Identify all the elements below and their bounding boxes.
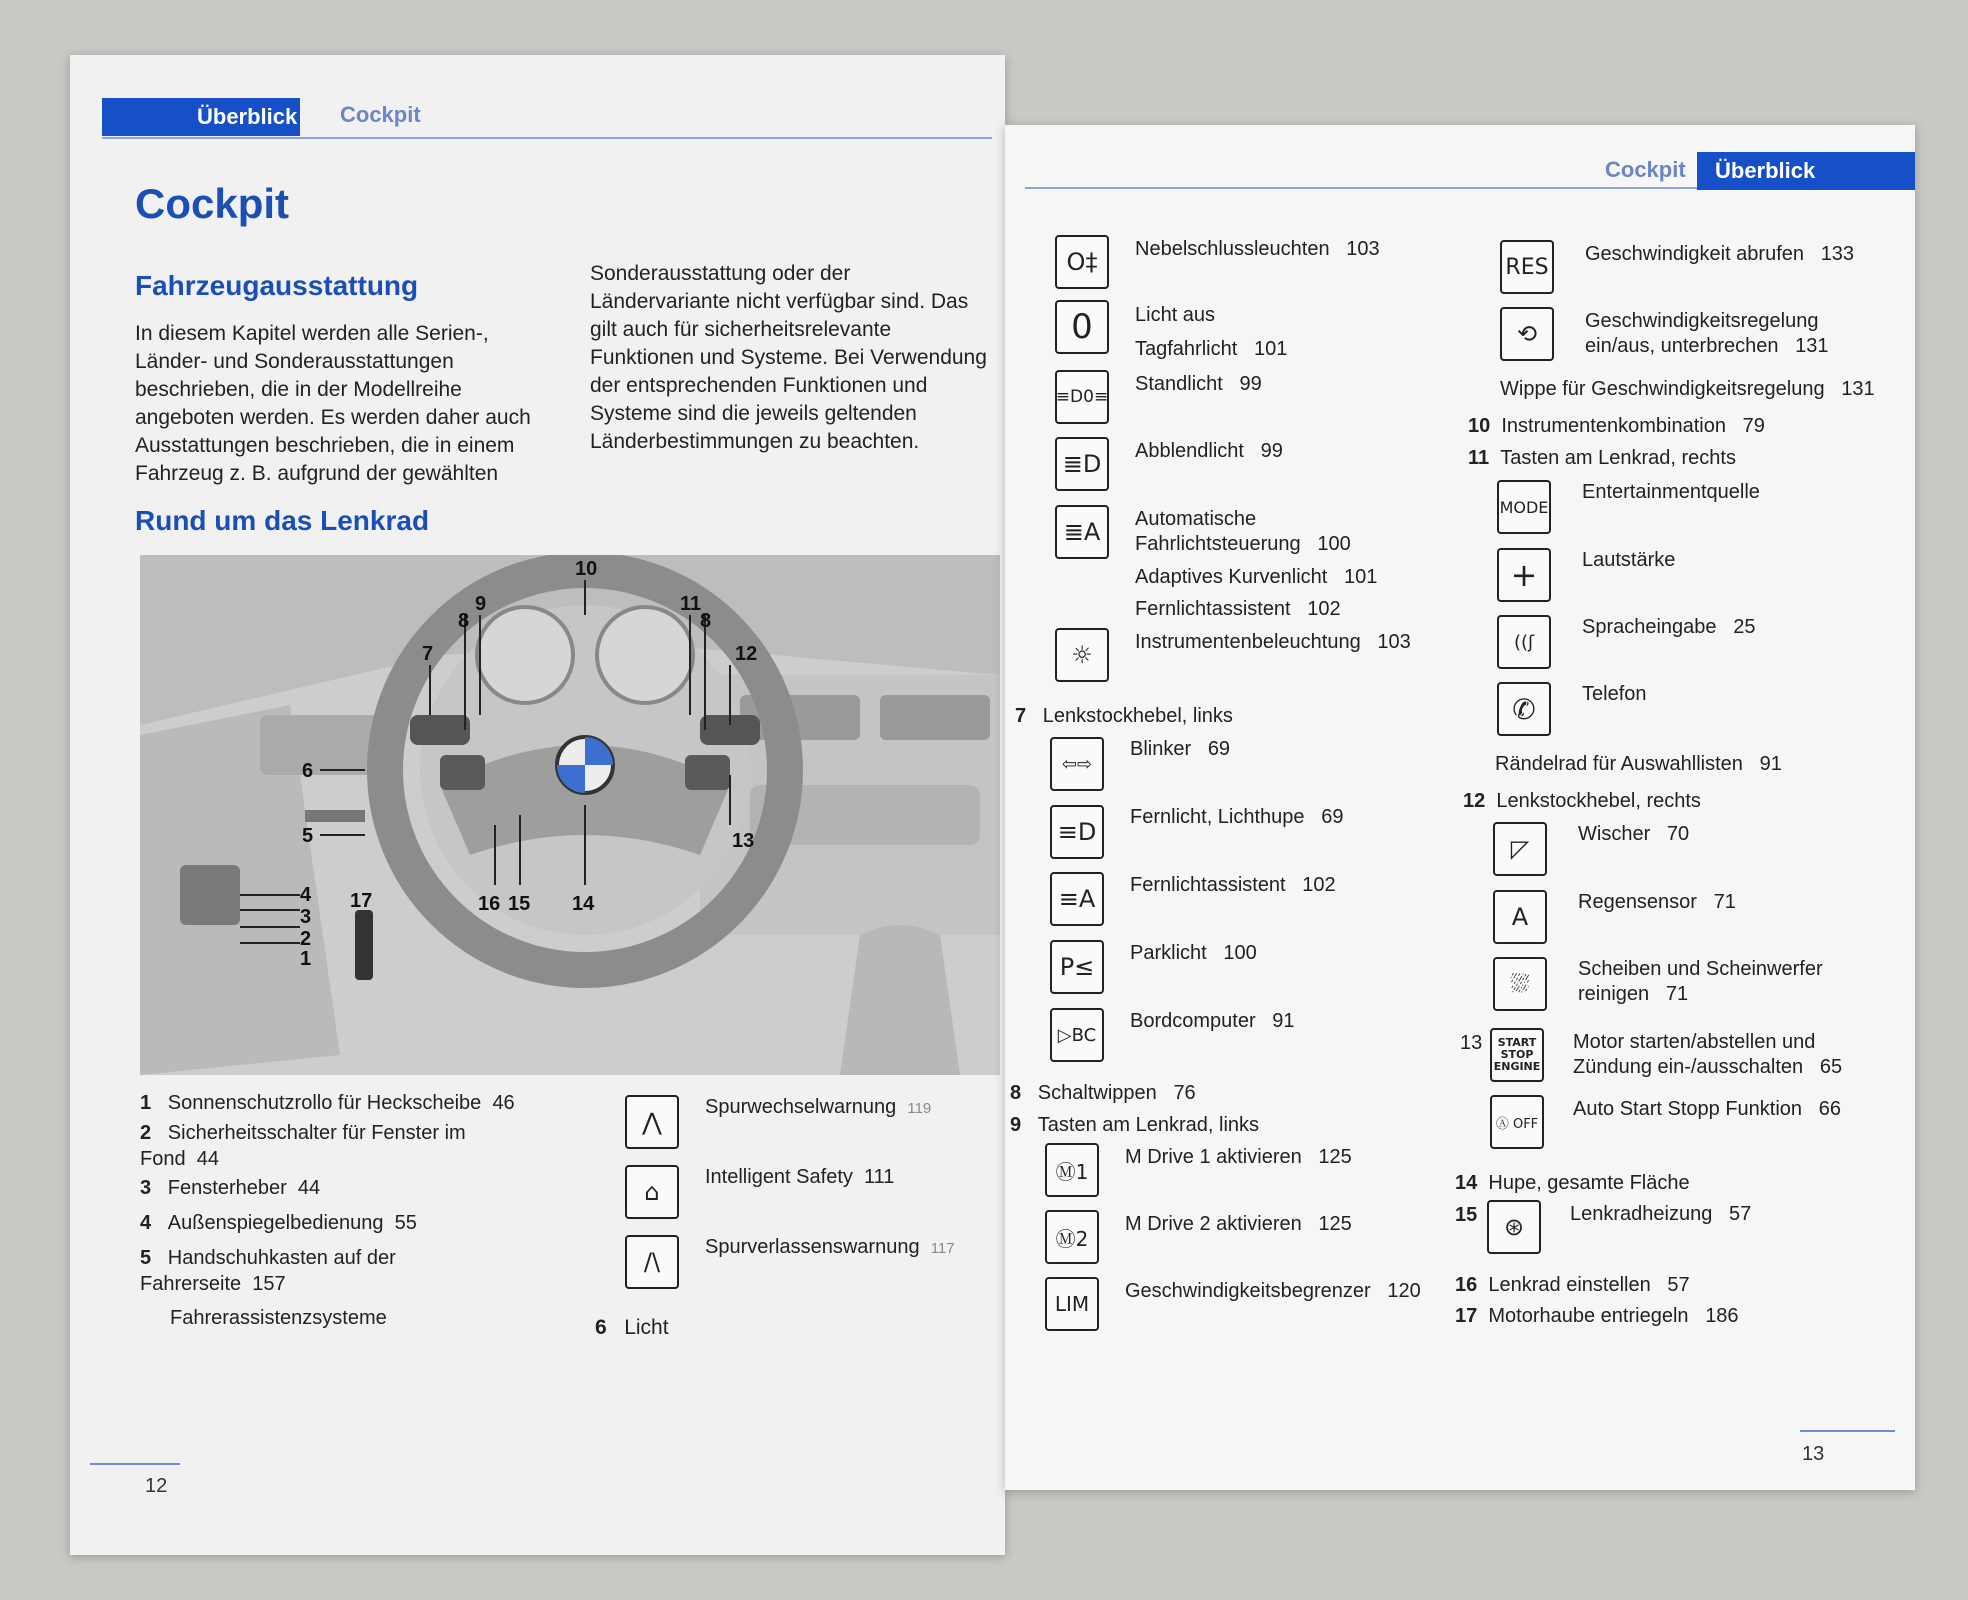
park-light-icon: P≤ — [1050, 940, 1104, 994]
page-number-right: 13 — [1802, 1443, 1825, 1465]
onboard-computer-label: Bordcomputer 91 — [1130, 1010, 1295, 1032]
callout-8-left: 8 — [458, 610, 470, 632]
callout-5: 5 — [302, 825, 314, 847]
lights-off-icon: 0 — [1055, 300, 1109, 354]
tab-overview[interactable]: Überblick — [102, 98, 300, 136]
lane-departure-warning-label: Spurverlassenswarnung 117 — [705, 1236, 955, 1258]
callout-2: 2 — [300, 928, 312, 950]
steering-heating-icon: ⊛ — [1487, 1200, 1541, 1254]
section-heading-equipment: Fahrzeugausstattung — [135, 270, 419, 301]
m-drive-2-icon: Ⓜ2 — [1045, 1210, 1099, 1264]
left-page — [70, 55, 1005, 1555]
entertainment-source-label: Entertainmentquelle — [1582, 481, 1760, 503]
auto-headlight-label: Automatische Fahrlichtsteuerung 100 — [1135, 508, 1351, 555]
resume-speed-icon: RES — [1500, 240, 1554, 294]
intelligent-safety-label: Intelligent Safety 111 — [705, 1166, 895, 1188]
heading-15-number: 15 — [1455, 1204, 1478, 1226]
auto-headlight-icon: ≣A — [1055, 505, 1109, 559]
rear-fog-light-label: Nebelschlussleuchten 103 — [1135, 238, 1380, 260]
intelligent-safety-icon: ⌂ — [625, 1165, 679, 1219]
callout-17: 17 — [350, 890, 373, 912]
rear-fog-light-icon: O‡ — [1055, 235, 1109, 289]
m-drive-2-label: M Drive 2 aktivieren 125 — [1125, 1213, 1352, 1235]
high-beam-label: Fernlicht, Lichthupe 69 — [1130, 806, 1344, 828]
heading-10: 10 Instrumentenkombination 79 — [1468, 415, 1765, 437]
heading-13-number: 13 — [1460, 1032, 1483, 1054]
intro-paragraph-1: In diesem Kapitel werden alle Serien-, Länder- und Sonderausstattungen beschrieben, die in der Modellreihe angeboten werden. Es werden daher auch Ausstattungen beschrieben, die in einem Fahrzeug z. B. aufgrund der gewählten — [135, 322, 531, 485]
phone-icon: ✆ — [1497, 682, 1551, 736]
instrument-lighting-icon: ☼ — [1055, 628, 1109, 682]
wiper-label: Wischer 70 — [1578, 823, 1690, 845]
rain-sensor-icon: A — [1493, 890, 1547, 944]
page-number-left: 12 — [145, 1475, 168, 1497]
heading-9: 9 Tasten am Lenkrad, links — [1010, 1114, 1260, 1136]
mode-icon: MODE — [1497, 480, 1551, 534]
callout-14: 14 — [572, 893, 595, 915]
list-item-1: 1 Sonnenschutzrollo für Heckscheibe 46 — [140, 1092, 515, 1114]
cockpit-drawing — [140, 555, 1000, 1075]
tab-cockpit[interactable]: Cockpit — [340, 102, 421, 127]
heading-16: 16 Lenkrad einstellen 57 — [1455, 1274, 1690, 1296]
list-item-2: 2 Sicherheitsschalter für Fenster im Fond 44 — [140, 1122, 466, 1170]
heading-11: 11 Tasten am Lenkrad, rechts — [1468, 447, 1736, 469]
right-page — [1005, 125, 1915, 1490]
phone-label: Telefon — [1582, 683, 1647, 705]
callout-4: 4 — [300, 884, 312, 906]
footer-rule-right — [1800, 1430, 1895, 1432]
callout-16: 16 — [478, 893, 501, 915]
lights-off-label: Licht aus — [1135, 304, 1216, 326]
turn-signal-label: Blinker 69 — [1130, 738, 1231, 760]
page-title: Cockpit — [135, 180, 290, 227]
callout-3: 3 — [300, 906, 312, 928]
turn-signal-icon: ⇦⇨ — [1050, 737, 1104, 791]
auto-start-stop-label: Auto Start Stopp Funktion 66 — [1573, 1098, 1841, 1120]
cruise-control-label: Geschwindigkeitsregelung ein/aus, unterbrechen 131 — [1585, 310, 1829, 357]
adaptive-curve-light-label: Adaptives Kurvenlicht 101 — [1135, 566, 1378, 588]
park-light-label: Parklicht 100 — [1130, 942, 1257, 964]
high-beam-icon: ≡D — [1050, 805, 1104, 859]
footer-rule-left — [90, 1463, 180, 1465]
parking-light-label: Standlicht 99 — [1135, 373, 1262, 395]
parking-light-icon: ≡D0≡ — [1055, 370, 1109, 424]
m-drive-1-icon: Ⓜ1 — [1045, 1143, 1099, 1197]
instrument-lighting-label: Instrumentenbeleuchtung 103 — [1135, 631, 1411, 653]
onboard-computer-icon: ▷BC — [1050, 1008, 1104, 1062]
callout-11: 11 — [680, 593, 702, 615]
speed-limiter-label: Geschwindigkeitsbegrenzer 120 — [1125, 1280, 1421, 1302]
rain-sensor-label: Regensensor 71 — [1578, 891, 1736, 913]
list-item-4: 4 Außenspiegelbedienung 55 — [140, 1212, 417, 1234]
tab-overview-right[interactable]: Überblick — [1697, 152, 1915, 190]
m-drive-1-label: M Drive 1 aktivieren 125 — [1125, 1146, 1352, 1168]
tab-cockpit-right[interactable]: Cockpit — [1605, 157, 1686, 182]
start-stop-label: Motor starten/abstellen und Zündung ein-/ausschalten 65 — [1573, 1031, 1843, 1078]
cruise-rocker-label: Wippe für Geschwindigkeitsregelung 131 — [1500, 378, 1875, 400]
header-rule-right — [1025, 187, 1697, 189]
callout-6: 6 — [302, 760, 314, 782]
callout-1: 1 — [300, 948, 312, 970]
auto-start-stop-icon: Ⓐ OFF — [1490, 1095, 1544, 1149]
heading-17: 17 Motorhaube entriegeln 186 — [1455, 1305, 1739, 1327]
volume-icon: + — [1497, 548, 1551, 602]
cruise-control-icon: ⟲ — [1500, 307, 1554, 361]
lane-change-warning-label: Spurwechselwarnung 119 — [705, 1096, 932, 1118]
washer-label: Scheiben und Scheinwerfer reinigen 71 — [1578, 958, 1823, 1005]
section-heading-steering: Rund um das Lenkrad — [135, 505, 430, 536]
high-beam-assistant-icon: ≡A — [1050, 872, 1104, 926]
heading-12: 12 Lenkstockhebel, rechts — [1463, 790, 1701, 812]
steering-heating-label: Lenkradheizung 57 — [1570, 1203, 1752, 1225]
heading-8: 8 Schaltwippen 76 — [1010, 1082, 1196, 1104]
start-stop-icon: START STOP ENGINE — [1490, 1028, 1544, 1082]
thumbwheel-label: Rändelrad für Auswahllisten 91 — [1495, 753, 1782, 775]
volume-label: Lautstärke — [1582, 549, 1676, 571]
low-beam-icon: ≣D — [1055, 437, 1109, 491]
callout-13: 13 — [732, 830, 755, 852]
header-rule — [102, 137, 992, 139]
callout-15: 15 — [508, 893, 531, 915]
callout-7: 7 — [422, 643, 434, 665]
high-beam-assistant-label: Fernlichtassistent 102 — [1135, 598, 1341, 620]
lane-change-warning-icon: ⋀ — [625, 1095, 679, 1149]
list-item-5: 5 Handschuhkasten auf der Fahrerseite 157 — [140, 1247, 396, 1295]
resume-speed-label: Geschwindigkeit abrufen 133 — [1585, 243, 1855, 265]
list-item-3: 3 Fensterheber 44 — [140, 1177, 321, 1199]
heading-14: 14 Hupe, gesamte Fläche — [1455, 1172, 1690, 1194]
low-beam-label: Abblendlicht 99 — [1135, 440, 1283, 462]
washer-icon: ⛆ — [1493, 957, 1547, 1011]
lane-departure-warning-icon: /\ — [625, 1235, 679, 1289]
high-beam-assistant-lever-label: Fernlichtassistent 102 — [1130, 874, 1336, 896]
callout-9: 9 — [475, 593, 487, 615]
cockpit-illustration — [140, 555, 1000, 1075]
callout-10: 10 — [575, 558, 598, 580]
intro-paragraph-2: Sonderausstattung oder der Ländervariante nicht verfügbar sind. Das gilt auch für sicherheitsrelevante Funktionen und Systeme. Bei Verwendung der entsprechenden Funktionen und Systeme sind die jeweils geltenden Länderbestimmungen zu beachten. — [590, 262, 987, 453]
voice-input-label: Spracheingabe 25 — [1582, 616, 1756, 638]
wiper-icon: ◸ — [1493, 822, 1547, 876]
driver-assistance-heading: Fahrerassistenzsysteme — [170, 1307, 387, 1329]
callout-12: 12 — [735, 643, 758, 665]
speed-limiter-icon: LIM — [1045, 1277, 1099, 1331]
daytime-light-label: Tagfahrlicht 101 — [1135, 338, 1288, 360]
voice-input-icon: ((ʃ — [1497, 615, 1551, 669]
callout-8-right: 8 — [700, 610, 712, 632]
list-item-6: 6 Licht — [595, 1316, 669, 1339]
heading-7: 7 Lenkstockhebel, links — [1015, 705, 1233, 727]
